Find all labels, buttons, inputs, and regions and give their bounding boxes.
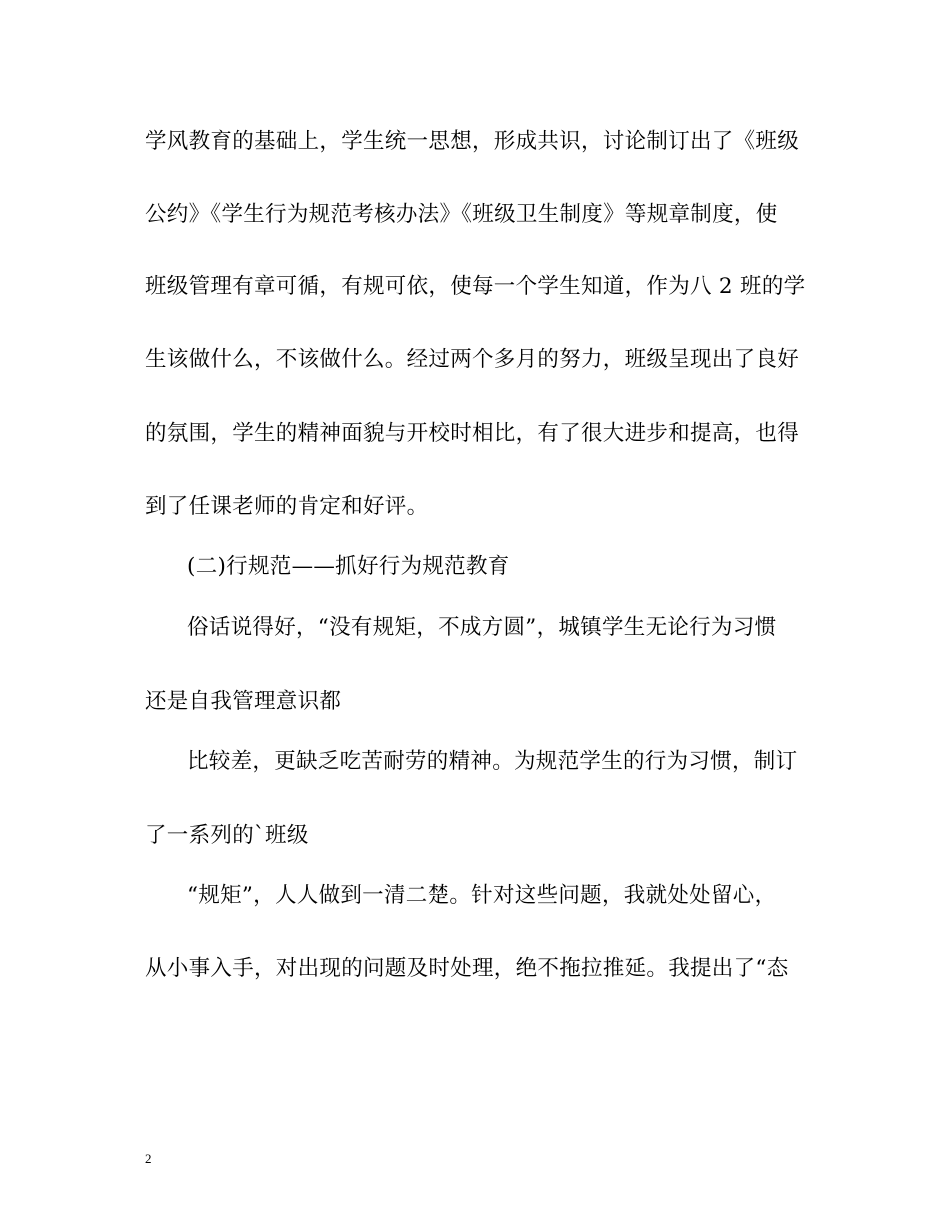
- body-text-line-12: 从小事入手，对出现的问题及时处理，绝不拖拉推延。我提出了“态: [145, 956, 789, 981]
- body-text-line-3: 班级管理有章可循，有规可依，使每一个学生知道，作为八 2 班的学: [145, 274, 806, 299]
- body-text-line-5: 的氛围，学生的精神面貌与开校时相比，有了很大进步和提高，也得: [145, 421, 800, 446]
- page-number: 2: [145, 1151, 152, 1166]
- body-text-line-4: 生该做什么，不该做什么。经过两个多月的努力，班级呈现出了良好: [145, 347, 800, 372]
- body-text-line-6: 到了任课老师的肯定和好评。: [145, 494, 429, 519]
- body-text-line-8: 还是自我管理意识都: [145, 689, 342, 714]
- body-text-line-1: 学风教育的基础上，学生统一思想，形成共识，讨论制订出了《班级: [145, 129, 800, 154]
- body-text-line-11: “规矩”，人人做到一清二楚。针对这些问题，我就处处留心，: [187, 883, 777, 908]
- body-text-line-10: 了一系列的`班级: [145, 823, 309, 848]
- body-text-line-9: 比较差，更缺乏吃苦耐劳的精神。为规范学生的行为习惯，制订: [187, 749, 798, 774]
- body-text-line-7: 俗话说得好，“没有规矩，不成方圆”，城镇学生无论行为习惯: [187, 615, 777, 640]
- section-heading: (二)行规范——抓好行为规范教育: [187, 554, 510, 579]
- body-text-line-2: 公约》《学生行为规范考核办法》《班级卫生制度》等规章制度，使: [145, 202, 778, 227]
